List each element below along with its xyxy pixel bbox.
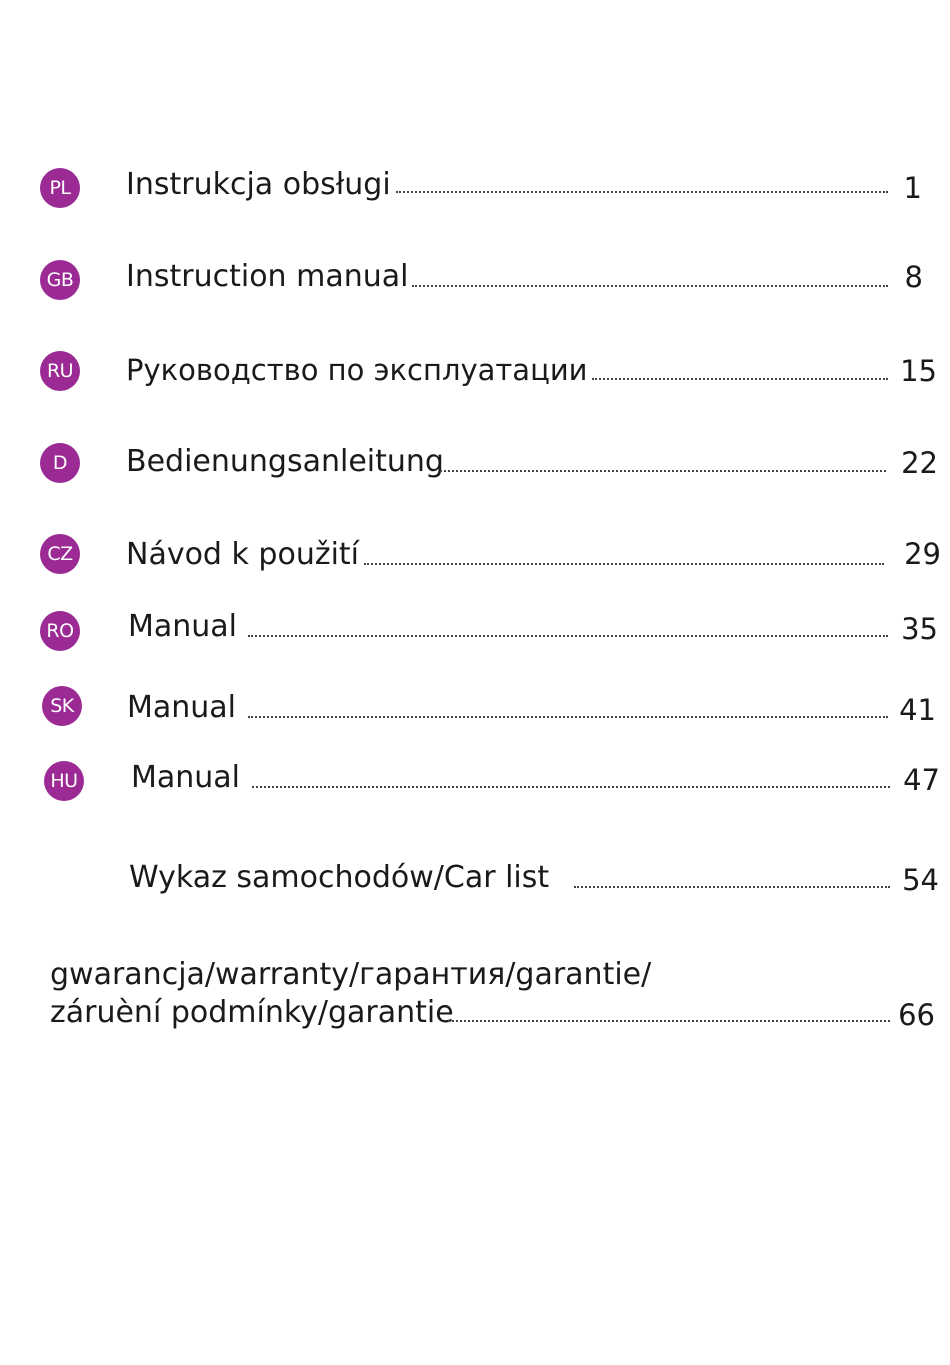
language-badge-ro: RO — [40, 611, 80, 651]
page-number: 1 — [903, 171, 922, 205]
toc-title: Bedienungsanleitung — [126, 444, 444, 479]
dot-leader — [448, 1020, 890, 1022]
dot-leader — [248, 716, 888, 718]
warranty-title-line-2: záruèní podmínky/garantie — [50, 995, 454, 1030]
page-number: 35 — [901, 612, 938, 646]
language-badge-ru: RU — [40, 351, 80, 391]
dot-leader — [396, 191, 888, 193]
language-badge-hu: HU — [44, 761, 84, 801]
dot-leader — [412, 285, 888, 287]
language-badge-d: D — [40, 443, 80, 483]
page-number: 66 — [898, 998, 935, 1032]
warranty-title-line-1: gwarancja/warranty/гарантия/garantie/ — [50, 957, 652, 992]
dot-leader — [592, 378, 888, 380]
language-badge-pl: PL — [40, 168, 80, 208]
language-badge-sk: SK — [42, 686, 82, 726]
page-number: 41 — [899, 693, 936, 727]
page-number: 8 — [904, 260, 923, 294]
toc-title: Návod k použití — [126, 537, 360, 572]
dot-leader — [248, 635, 888, 637]
toc-title: Руководство по эксплуатации — [126, 353, 588, 387]
toc-title: Instrukcja obsługi — [126, 167, 391, 202]
dot-leader — [252, 786, 890, 788]
page-number: 22 — [901, 446, 938, 480]
language-badge-cz: CZ — [40, 534, 80, 574]
dot-leader — [440, 470, 886, 472]
page-number: 15 — [900, 354, 937, 388]
toc-title: Manual — [127, 690, 237, 725]
page-number: 47 — [903, 763, 940, 797]
page-number: 54 — [902, 863, 939, 897]
toc-title: Instruction manual — [126, 259, 409, 294]
toc-title: Wykaz samochodów/Car list — [129, 860, 550, 895]
toc-title: Manual — [131, 760, 241, 795]
language-badge-gb: GB — [40, 260, 80, 300]
page-number: 29 — [904, 537, 941, 571]
dot-leader — [364, 563, 884, 565]
dot-leader — [574, 886, 890, 888]
toc-title: Manual — [128, 609, 238, 644]
